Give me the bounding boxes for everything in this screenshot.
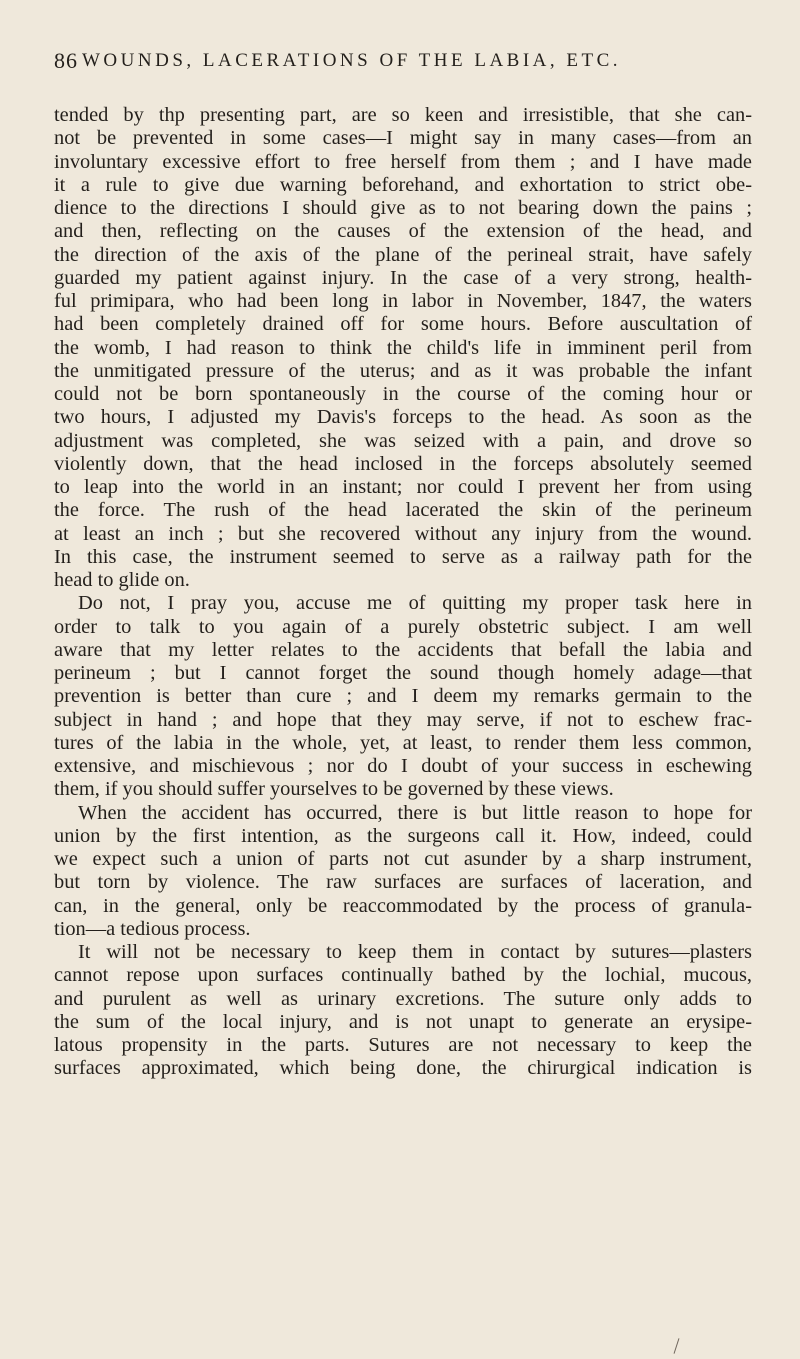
- text-line: adjustment was completed, she was seized with a pain, and drove so: [54, 429, 752, 452]
- text-line: but torn by violence. The raw surfaces are surfaces of laceration, and: [54, 871, 752, 894]
- book-page: [54, 0, 752, 1359]
- text-line: had been completely drained off for some hours. Before auscultation of: [54, 313, 752, 336]
- running-header: [54, 48, 752, 78]
- text-line: tion—a tedious process.: [54, 917, 251, 940]
- text-line: prevention is better than cure ; and I deem my remarks germain to the: [54, 685, 752, 708]
- text-line: ful primipara, who had been long in labor in November, 1847, the waters: [54, 290, 752, 312]
- text-line: In this case, the instrument seemed to serve as a railway path for the: [54, 545, 752, 568]
- text-line: can, in the general, only be reaccommodated by the process of granula-: [54, 894, 752, 917]
- text-line: order to talk to you again of a purely obstetric subject. I am well: [54, 615, 752, 638]
- text-line: guarded my patient against injury. In the case of a very strong, health-: [54, 266, 752, 289]
- text-line: the force. The rush of the head lacerated the skin of the perineum: [54, 499, 752, 522]
- text-line: When the accident has occurred, there is but little reason to hope for: [78, 801, 752, 824]
- text-line: them, if you should suffer yourselves to be governed by these views.: [54, 778, 614, 801]
- text-line: It will not be necessary to keep them in contact by sutures—plasters: [78, 941, 752, 963]
- text-line: the sum of the local injury, and is not unapt to generate an erysipe-: [54, 1010, 752, 1033]
- text-line: and then, reflecting on the causes of the extension of the head, and: [54, 220, 752, 243]
- text-line: perineum ; but I cannot forget the sound though homely adage—that: [54, 662, 752, 684]
- text-line: extensive, and mischievous ; nor do I doubt of your success in eschewing: [54, 755, 752, 777]
- text-line: surfaces approximated, which being done, the chirurgical indication is: [54, 1057, 752, 1080]
- text-line: it a rule to give due warning beforehand, and exhortation to strict obe-: [54, 173, 752, 196]
- text-line: the unmitigated pressure of the uterus; and as it was probable the infant: [54, 359, 752, 382]
- text-line: Do not, I pray you, accuse me of quitting my proper task here in: [78, 592, 752, 615]
- text-line: subject in hand ; and hope that they may serve, if not to eschew frac-: [54, 708, 752, 731]
- text-line: at least an inch ; but she recovered without any injury from the wound.: [54, 522, 752, 545]
- text-line: we expect such a union of parts not cut asunder by a sharp instrument,: [54, 848, 752, 870]
- text-line: latous propensity in the parts. Sutures are not necessary to keep the: [54, 1034, 752, 1056]
- text-line: cannot repose upon surfaces continually bathed by the lochial, mucous,: [54, 964, 752, 987]
- page-number: 86: [54, 48, 78, 73]
- text-line: tures of the labia in the whole, yet, at least, to render them less common,: [54, 731, 752, 754]
- text-line: to leap into the world in an instant; nor could I prevent her from using: [54, 476, 752, 498]
- text-line: aware that my letter relates to the accidents that befall the labia and: [54, 638, 752, 661]
- text-line: and purulent as well as urinary excretions. The suture only adds to: [54, 987, 752, 1010]
- running-title: WOUNDS, LACERATIONS OF THE LABIA, ETC.: [82, 50, 622, 71]
- text-line: involuntary excessive effort to free herself from them ; and I have made: [54, 150, 752, 173]
- text-line: union by the first intention, as the surgeons call it. How, indeed, could: [54, 824, 752, 847]
- text-line: not be prevented in some cases—I might say in many cases—from an: [54, 127, 752, 150]
- text-line: tended by thp presenting part, are so keen and irresistible, that she can-: [54, 104, 752, 126]
- text-line: the womb, I had reason to think the child's life in imminent peril from: [54, 336, 752, 359]
- text-line: could not be born spontaneously in the course of the coming hour or: [54, 383, 752, 405]
- text-line: violently down, that the head inclosed in the forceps absolutely seemed: [54, 452, 752, 475]
- stray-ink-mark: [674, 1338, 680, 1354]
- text-line: two hours, I adjusted my Davis's forceps to the head. As soon as the: [54, 406, 752, 429]
- text-line: the direction of the axis of the plane of the perineal strait, have safely: [54, 243, 752, 266]
- body-text: [54, 104, 752, 1081]
- text-line: dience to the directions I should give as to not bearing down the pains ;: [54, 197, 752, 219]
- text-line: head to glide on.: [54, 569, 190, 591]
